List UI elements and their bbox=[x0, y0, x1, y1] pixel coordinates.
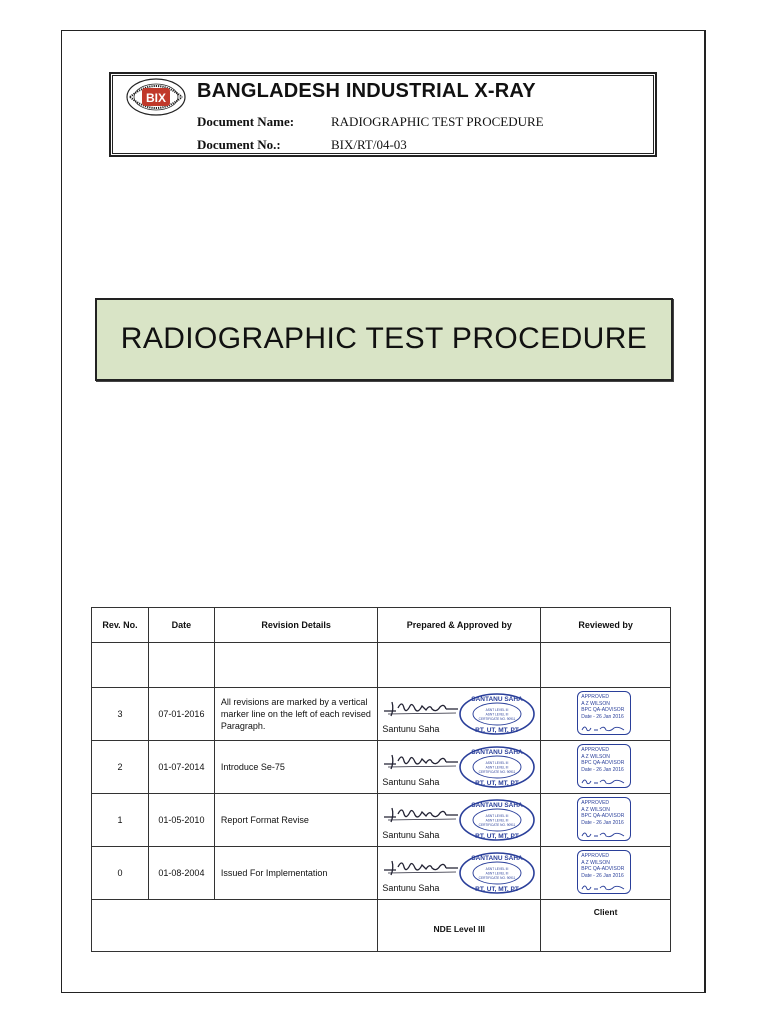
approval-line-1: APPROVED bbox=[581, 800, 610, 806]
stamp-name: SANTANU SAHA bbox=[471, 749, 524, 756]
reviewed-by-cell bbox=[541, 847, 671, 900]
revision-details-cell: Report Format Revise bbox=[214, 794, 378, 847]
approval-signature bbox=[580, 830, 628, 839]
approval-line-1: APPROVED bbox=[581, 853, 610, 859]
stamp-line-3: CERTIFICATE NO. 90911 bbox=[479, 717, 516, 721]
stamp-line-1: ASNT LEVEL III bbox=[486, 867, 509, 871]
approval-line-3: BPC QA-ADVISOR bbox=[581, 707, 625, 713]
approval-signature bbox=[580, 777, 628, 786]
signature-image bbox=[382, 800, 460, 828]
header-reviewed-by: Reviewed by bbox=[541, 608, 671, 643]
preparer-name: Santunu Saha bbox=[382, 830, 440, 840]
signature-image bbox=[382, 694, 460, 722]
footer-client: Client bbox=[541, 900, 671, 952]
prepared-by-cell bbox=[378, 794, 541, 847]
stamp-name: SANTANU SAHA bbox=[471, 855, 524, 862]
stamp-bottom: RT, UT, MT, PT bbox=[475, 780, 520, 787]
date-cell: 01-07-2014 bbox=[149, 741, 215, 794]
blank-cell bbox=[214, 643, 378, 688]
table-row bbox=[92, 794, 671, 847]
stamp-line-2: ASNT LEVEL III bbox=[486, 765, 509, 770]
doc-name-value: RADIOGRAPHIC TEST PROCEDURE bbox=[331, 114, 544, 129]
preparer-name: Santunu Saha bbox=[382, 724, 440, 734]
stamp-line-3: CERTIFICATE NO. 90911 bbox=[479, 770, 516, 774]
footer-empty-cell bbox=[92, 900, 378, 952]
date-cell: 01-05-2010 bbox=[149, 794, 215, 847]
title-box bbox=[95, 298, 673, 381]
stamp-line-3: CERTIFICATE NO. 90911 bbox=[479, 823, 516, 827]
stamp-line-2: ASNT LEVEL III bbox=[486, 871, 509, 876]
company-logo bbox=[125, 77, 187, 117]
blank-cell bbox=[92, 643, 149, 688]
approval-line-4: Date - 26 Jan 2016 bbox=[581, 766, 624, 773]
doc-no-value: BIX/RT/04-03 bbox=[331, 137, 407, 152]
signature-image bbox=[382, 853, 460, 881]
stamp-line-3: CERTIFICATE NO. 90911 bbox=[479, 876, 516, 880]
approval-signature bbox=[580, 883, 628, 892]
approval-stamp bbox=[577, 850, 631, 894]
header-date: Date bbox=[149, 608, 215, 643]
footer-nde-level: NDE Level III bbox=[378, 900, 541, 952]
rev-no-cell: 0 bbox=[92, 847, 149, 900]
certification-stamp bbox=[458, 745, 536, 789]
logo-text: BIX bbox=[145, 91, 167, 105]
doc-no-label: Document No.: bbox=[197, 137, 281, 152]
approval-line-2: A Z WILSON bbox=[581, 700, 610, 707]
blank-cell bbox=[378, 643, 541, 688]
header-rev-no: Rev. No. bbox=[92, 608, 149, 643]
revision-table bbox=[91, 607, 671, 952]
stamp-bottom: RT, UT, MT, PT bbox=[475, 886, 520, 893]
revision-details-cell: Issued For Implementation bbox=[214, 847, 378, 900]
approval-line-4: Date - 26 Jan 2016 bbox=[581, 872, 624, 879]
rev-no-cell: 3 bbox=[92, 688, 149, 741]
approval-line-4: Date - 26 Jan 2016 bbox=[581, 819, 624, 826]
table-row bbox=[92, 688, 671, 741]
blank-cell bbox=[541, 643, 671, 688]
stamp-line-1: ASNT LEVEL III bbox=[486, 708, 509, 712]
stamp-bottom: RT, UT, MT, PT bbox=[475, 727, 520, 734]
certification-stamp bbox=[458, 798, 536, 842]
date-cell: 07-01-2016 bbox=[149, 688, 215, 741]
approval-stamp bbox=[577, 744, 631, 788]
header-revision-details: Revision Details bbox=[214, 608, 378, 643]
stamp-line-2: ASNT LEVEL III bbox=[486, 712, 509, 717]
reviewed-by-cell bbox=[541, 794, 671, 847]
prepared-by-cell bbox=[378, 688, 541, 741]
approval-stamp bbox=[577, 691, 631, 735]
document-header bbox=[109, 72, 657, 157]
prepared-by-cell bbox=[378, 847, 541, 900]
document-title: RADIOGRAPHIC TEST PROCEDURE bbox=[120, 322, 648, 355]
blank-cell bbox=[149, 643, 215, 688]
header-prepared-by: Prepared & Approved by bbox=[378, 608, 541, 643]
stamp-line-1: ASNT LEVEL III bbox=[486, 814, 509, 818]
reviewed-by-cell bbox=[541, 688, 671, 741]
approval-line-4: Date - 26 Jan 2016 bbox=[581, 713, 624, 720]
approval-signature bbox=[580, 724, 628, 733]
table-row bbox=[92, 847, 671, 900]
table-row-blank bbox=[92, 643, 671, 688]
reviewed-by-cell bbox=[541, 741, 671, 794]
approval-line-1: APPROVED bbox=[581, 747, 610, 753]
certification-stamp bbox=[458, 692, 536, 736]
preparer-name: Santunu Saha bbox=[382, 883, 440, 893]
table-header-row bbox=[92, 608, 671, 643]
approval-line-3: BPC QA-ADVISOR bbox=[581, 813, 625, 819]
rev-no-cell: 1 bbox=[92, 794, 149, 847]
stamp-bottom: RT, UT, MT, PT bbox=[475, 833, 520, 840]
signature-image bbox=[382, 747, 460, 775]
stamp-line-2: ASNT LEVEL III bbox=[486, 818, 509, 823]
approval-line-3: BPC QA-ADVISOR bbox=[581, 760, 625, 766]
approval-line-2: A Z WILSON bbox=[581, 806, 610, 813]
approval-stamp bbox=[577, 797, 631, 841]
date-cell: 01-08-2004 bbox=[149, 847, 215, 900]
approval-line-1: APPROVED bbox=[581, 694, 610, 700]
rev-no-cell: 2 bbox=[92, 741, 149, 794]
approval-line-2: A Z WILSON bbox=[581, 859, 610, 866]
table-footer-row bbox=[92, 900, 671, 952]
approval-line-2: A Z WILSON bbox=[581, 753, 610, 760]
stamp-name: SANTANU SAHA bbox=[471, 802, 524, 809]
revision-details-cell: Introduce Se-75 bbox=[214, 741, 378, 794]
revision-details-cell: All revisions are marked by a vertical marker line on the left of each revised Paragraph. bbox=[214, 688, 378, 741]
preparer-name: Santunu Saha bbox=[382, 777, 440, 787]
company-name: BANGLADESH INDUSTRIAL X-RAY bbox=[197, 80, 536, 102]
prepared-by-cell bbox=[378, 741, 541, 794]
stamp-line-1: ASNT LEVEL III bbox=[486, 761, 509, 765]
approval-line-3: BPC QA-ADVISOR bbox=[581, 866, 625, 872]
doc-name-label: Document Name: bbox=[197, 114, 295, 129]
table-row bbox=[92, 741, 671, 794]
certification-stamp bbox=[458, 851, 536, 895]
stamp-name: SANTANU SAHA bbox=[471, 696, 524, 703]
